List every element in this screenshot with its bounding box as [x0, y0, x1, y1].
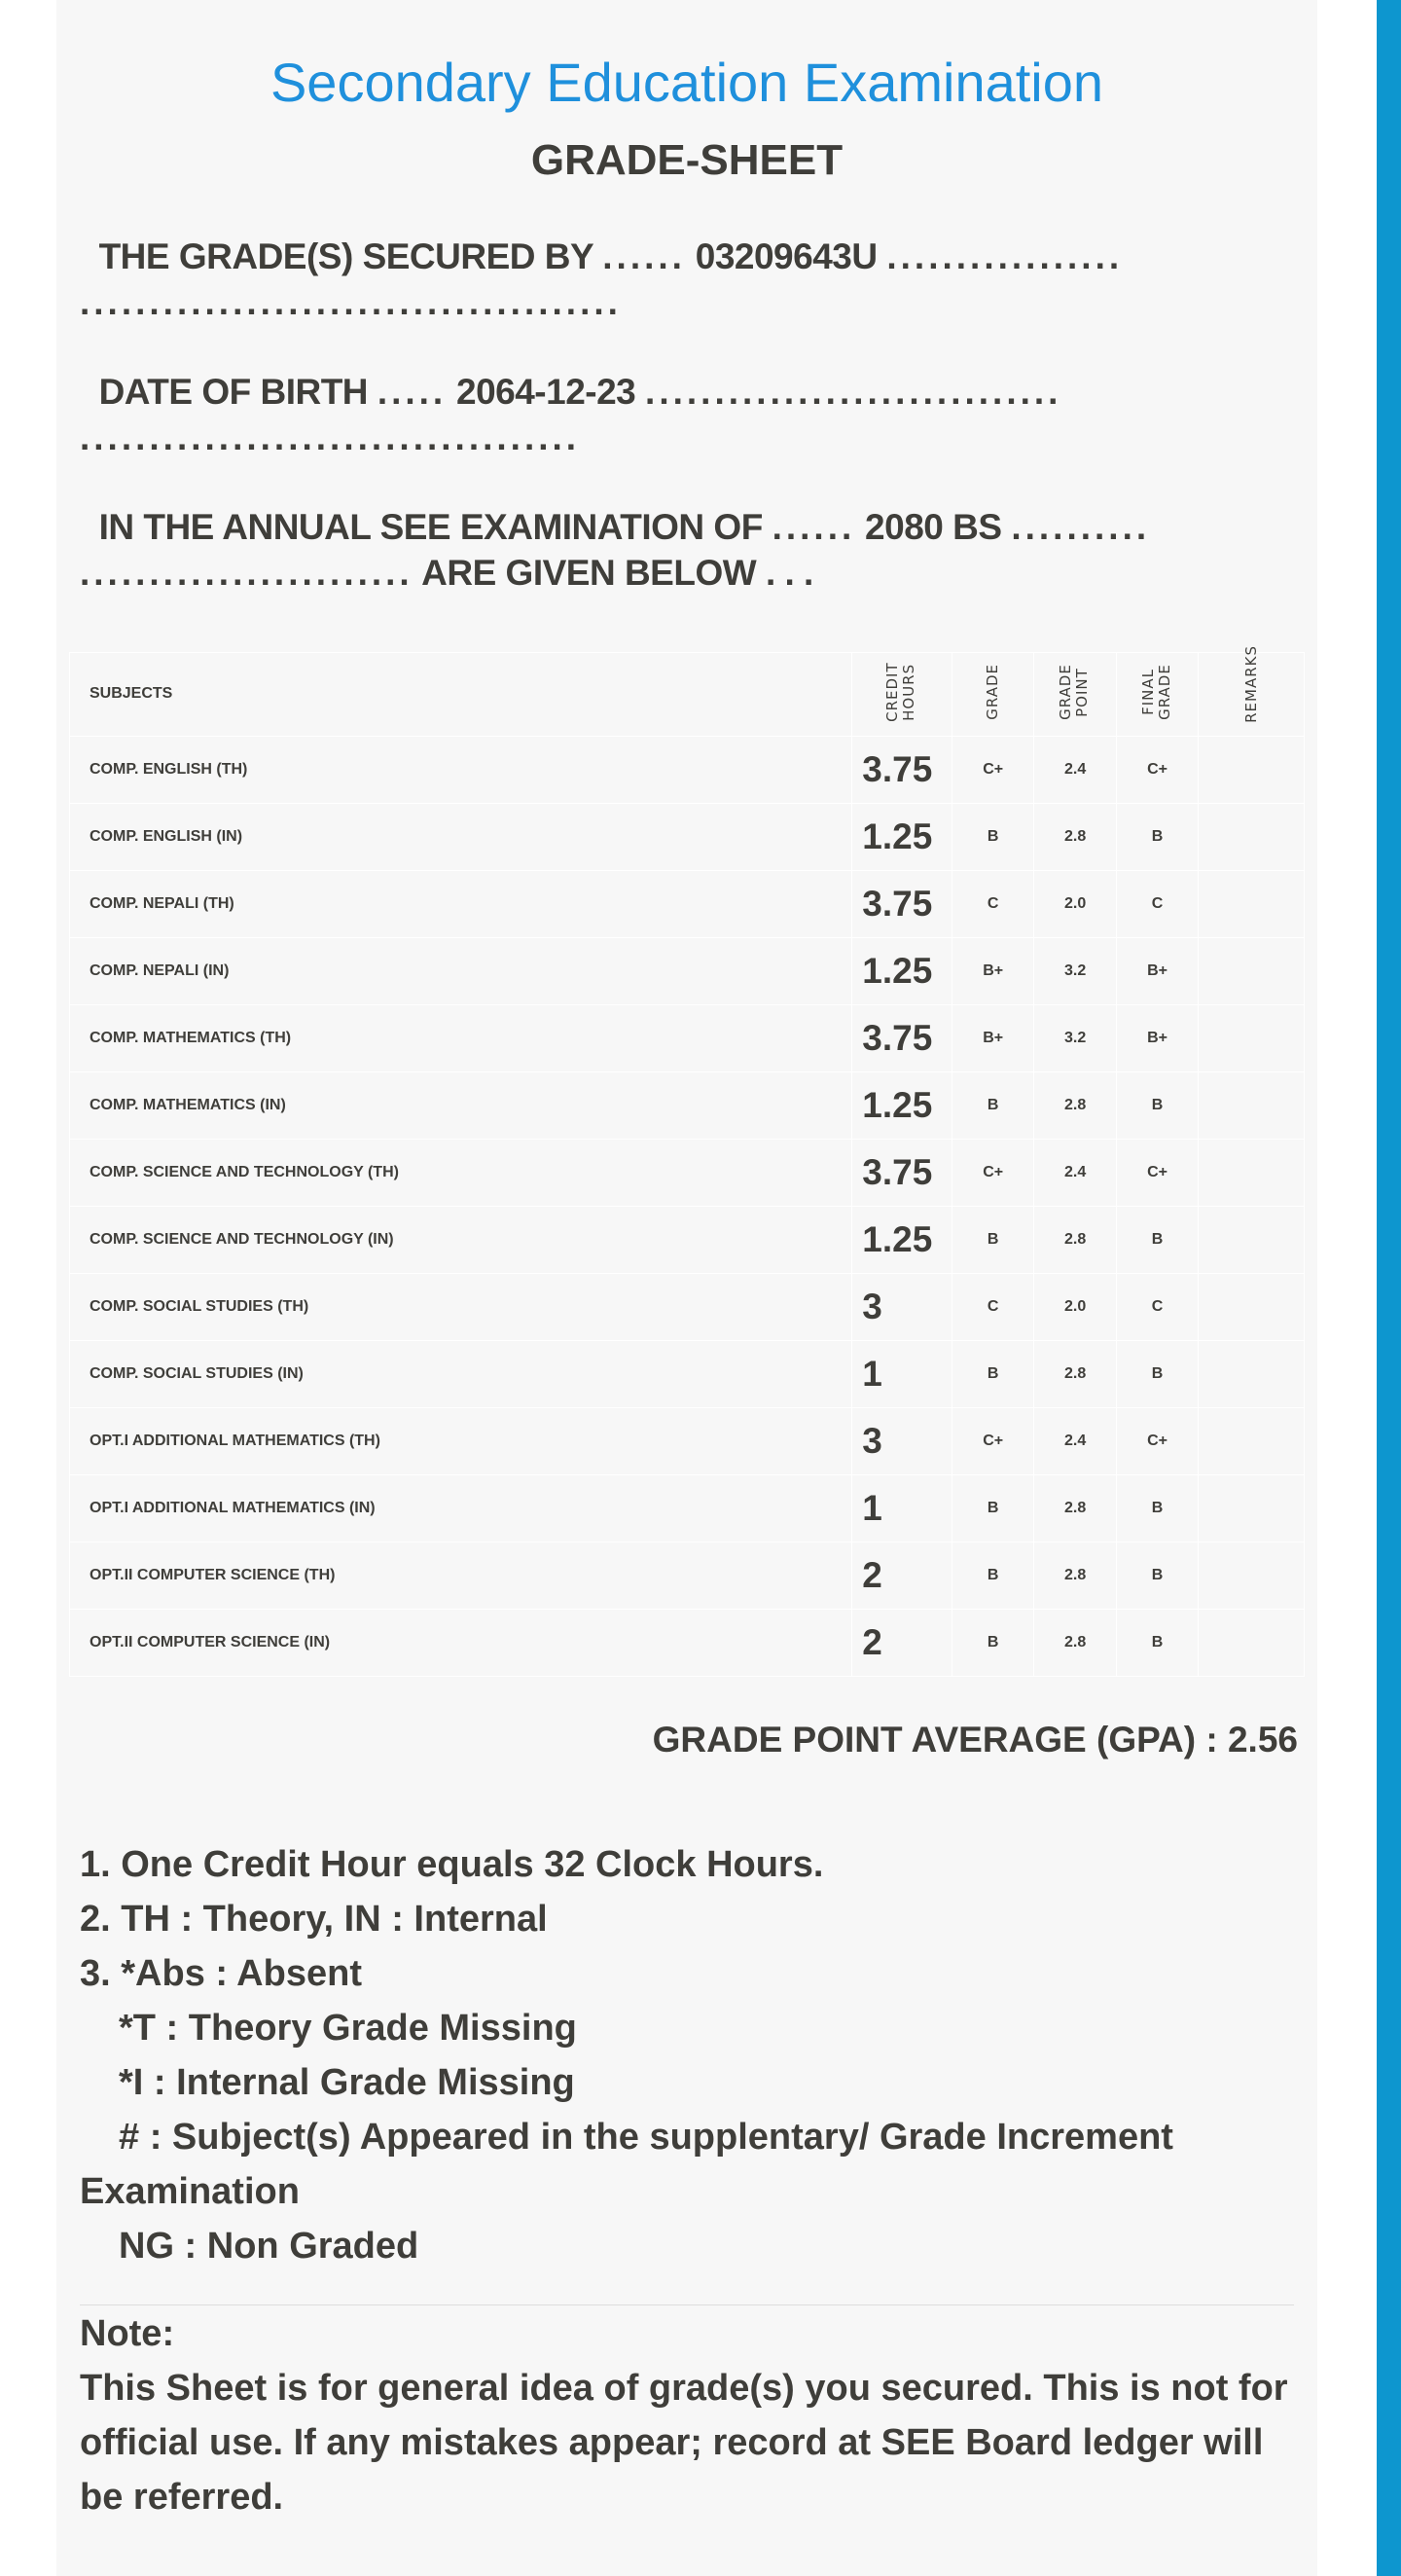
grade: B	[952, 1542, 1034, 1609]
table-row	[70, 1273, 1305, 1340]
subject-name: COMP. MATHEMATICS (IN)	[70, 1071, 852, 1139]
credit-hours: 3.75	[852, 1139, 952, 1206]
remarks	[1199, 803, 1305, 870]
remarks	[1199, 1273, 1305, 1340]
subject-name: COMP. ENGLISH (IN)	[70, 803, 852, 870]
remarks	[1199, 1340, 1305, 1407]
table-row	[70, 870, 1305, 937]
remarks	[1199, 1004, 1305, 1071]
final-grade: B	[1117, 1206, 1199, 1273]
legend-item: # : Subject(s) Appeared in the supplentary/ Grade Increment Examination	[80, 2117, 1173, 2212]
grades-table	[69, 645, 1305, 1677]
grade-point: 2.4	[1034, 736, 1117, 803]
final-grade: C+	[1117, 1139, 1199, 1206]
credit-hours: 2	[852, 1609, 952, 1676]
final-grade: C+	[1117, 1407, 1199, 1474]
symbol-number: 03209643U	[695, 236, 878, 276]
table-row	[70, 1071, 1305, 1139]
subject-name: COMP. MATHEMATICS (TH)	[70, 1004, 852, 1071]
grade: C+	[952, 1139, 1034, 1206]
remarks	[1199, 1206, 1305, 1273]
grade-point: 2.8	[1034, 1542, 1117, 1609]
legend-notes	[80, 1837, 1306, 2273]
grade: C+	[952, 736, 1034, 803]
dob-label: DATE OF BIRTH	[98, 372, 369, 412]
table-row	[70, 1609, 1305, 1676]
grade: B	[952, 803, 1034, 870]
exam-line: IN THE ANNUAL SEE EXAMINATION OF ...... 2080 BS .......... ........................ ARE GIVEN BELOW . . .	[80, 507, 1151, 593]
grade-point: 2.8	[1034, 1474, 1117, 1542]
header-grade-point: GRADE POINT	[1057, 664, 1092, 720]
final-grade: B+	[1117, 1004, 1199, 1071]
remarks	[1199, 1609, 1305, 1676]
remarks	[1199, 1071, 1305, 1139]
grade: B	[952, 1206, 1034, 1273]
legend-item: *I : Internal Grade Missing	[119, 2062, 575, 2103]
remarks	[1199, 1542, 1305, 1609]
final-grade: B	[1117, 1340, 1199, 1407]
grade: B+	[952, 937, 1034, 1004]
header-credit-hours: CREDIT HOURS	[883, 662, 918, 722]
table-row	[70, 937, 1305, 1004]
table-row	[70, 1206, 1305, 1273]
side-accent-bar	[1377, 0, 1401, 2576]
final-grade: C+	[1117, 736, 1199, 803]
credit-hours: 1.25	[852, 803, 952, 870]
exam-label: IN THE ANNUAL SEE EXAMINATION OF	[98, 507, 763, 547]
subject-name: COMP. SOCIAL STUDIES (IN)	[70, 1340, 852, 1407]
grade-point: 2.0	[1034, 1273, 1117, 1340]
table-row	[70, 1004, 1305, 1071]
subject-name: COMP. ENGLISH (TH)	[70, 736, 852, 803]
table-header-row	[70, 653, 1305, 737]
subject-name: COMP. NEPALI (TH)	[70, 870, 852, 937]
remarks	[1199, 937, 1305, 1004]
table-row	[70, 1474, 1305, 1542]
table-row	[70, 1542, 1305, 1609]
note-text: This Sheet is for general idea of grade(s) you secured. This is not for official use. If any mistakes appear; record at SEE Board ledger will be referred.	[80, 2368, 1288, 2518]
gpa-summary: GRADE POINT AVERAGE (GPA) : 2.56	[652, 1720, 1298, 1760]
final-grade: B	[1117, 1071, 1199, 1139]
final-grade: B	[1117, 1474, 1199, 1542]
subject-name: OPT.II COMPUTER SCIENCE (IN)	[70, 1609, 852, 1676]
credit-hours: 2	[852, 1542, 952, 1609]
grade-point: 2.4	[1034, 1139, 1117, 1206]
grade-point: 2.8	[1034, 1609, 1117, 1676]
final-grade: C	[1117, 1273, 1199, 1340]
note-label: Note:	[80, 2313, 175, 2354]
page-subtitle: GRADE-SHEET	[530, 136, 844, 184]
table-row	[70, 736, 1305, 803]
table-row	[70, 803, 1305, 870]
secured-by-line: THE GRADE(S) SECURED BY ...... 03209643U ................. .......................................	[80, 236, 1124, 322]
subject-name: COMP. SCIENCE AND TECHNOLOGY (TH)	[70, 1139, 852, 1206]
legend-item: 2. TH : Theory, IN : Internal	[80, 1899, 548, 1940]
dob-value: 2064-12-23	[456, 372, 636, 412]
subject-name: OPT.I ADDITIONAL MATHEMATICS (IN)	[70, 1474, 852, 1542]
header-remarks: REMARKS	[1241, 645, 1260, 723]
subject-name: OPT.I ADDITIONAL MATHEMATICS (TH)	[70, 1407, 852, 1474]
exam-year: 2080 BS	[865, 507, 1002, 547]
credit-hours: 1	[852, 1474, 952, 1542]
grade: B	[952, 1474, 1034, 1542]
credit-hours: 3.75	[852, 736, 952, 803]
remarks	[1199, 1407, 1305, 1474]
grade: B+	[952, 1004, 1034, 1071]
credit-hours: 1.25	[852, 1071, 952, 1139]
grade: C+	[952, 1407, 1034, 1474]
remarks	[1199, 1139, 1305, 1206]
subject-name: COMP. SCIENCE AND TECHNOLOGY (IN)	[70, 1206, 852, 1273]
grade-point: 2.8	[1034, 803, 1117, 870]
grade: C	[952, 870, 1034, 937]
final-grade: C	[1117, 870, 1199, 937]
remarks	[1199, 736, 1305, 803]
subject-name: OPT.II COMPUTER SCIENCE (TH)	[70, 1542, 852, 1609]
credit-hours: 3.75	[852, 1004, 952, 1071]
grade-point: 2.8	[1034, 1206, 1117, 1273]
grade-point: 2.8	[1034, 1340, 1117, 1407]
header-final-grade: FINAL GRADE	[1138, 664, 1173, 720]
header-grade: GRADE	[984, 664, 1002, 720]
final-grade: B	[1117, 1609, 1199, 1676]
grade-point: 2.4	[1034, 1407, 1117, 1474]
page-title: Secondary Education Examination	[269, 52, 1104, 113]
legend-item: 3. *Abs : Absent	[80, 1953, 362, 1994]
subject-name: COMP. SOCIAL STUDIES (TH)	[70, 1273, 852, 1340]
grade: C	[952, 1273, 1034, 1340]
dob-line: DATE OF BIRTH ..... 2064-12-23 .............................. ....................................	[80, 372, 1062, 457]
grade-point: 2.0	[1034, 870, 1117, 937]
remarks	[1199, 1474, 1305, 1542]
table-row	[70, 1139, 1305, 1206]
legend-item: 1. One Credit Hour equals 32 Clock Hours.	[80, 1844, 824, 1885]
remarks	[1199, 870, 1305, 937]
grade-point: 3.2	[1034, 937, 1117, 1004]
final-grade: B	[1117, 803, 1199, 870]
grade: B	[952, 1071, 1034, 1139]
credit-hours: 1	[852, 1340, 952, 1407]
divider	[80, 2304, 1294, 2305]
subject-name: COMP. NEPALI (IN)	[70, 937, 852, 1004]
table-row	[70, 1340, 1305, 1407]
grade: B	[952, 1340, 1034, 1407]
credit-hours: 1.25	[852, 937, 952, 1004]
legend-item: *T : Theory Grade Missing	[119, 2008, 577, 2049]
final-grade: B	[1117, 1542, 1199, 1609]
credit-hours: 3	[852, 1407, 952, 1474]
table-row	[70, 1407, 1305, 1474]
final-grade: B+	[1117, 937, 1199, 1004]
secured-label: THE GRADE(S) SECURED BY	[98, 236, 593, 276]
grade-point: 2.8	[1034, 1071, 1117, 1139]
disclaimer-note	[80, 2306, 1306, 2524]
credit-hours: 3.75	[852, 870, 952, 937]
legend-item: NG : Non Graded	[119, 2226, 419, 2267]
grade: B	[952, 1609, 1034, 1676]
grade-point: 3.2	[1034, 1004, 1117, 1071]
given-below: ARE GIVEN BELOW . . .	[421, 553, 813, 593]
header-subjects: SUBJECTS	[70, 653, 852, 737]
grade-sheet	[56, 0, 1317, 2576]
credit-hours: 3	[852, 1273, 952, 1340]
credit-hours: 1.25	[852, 1206, 952, 1273]
